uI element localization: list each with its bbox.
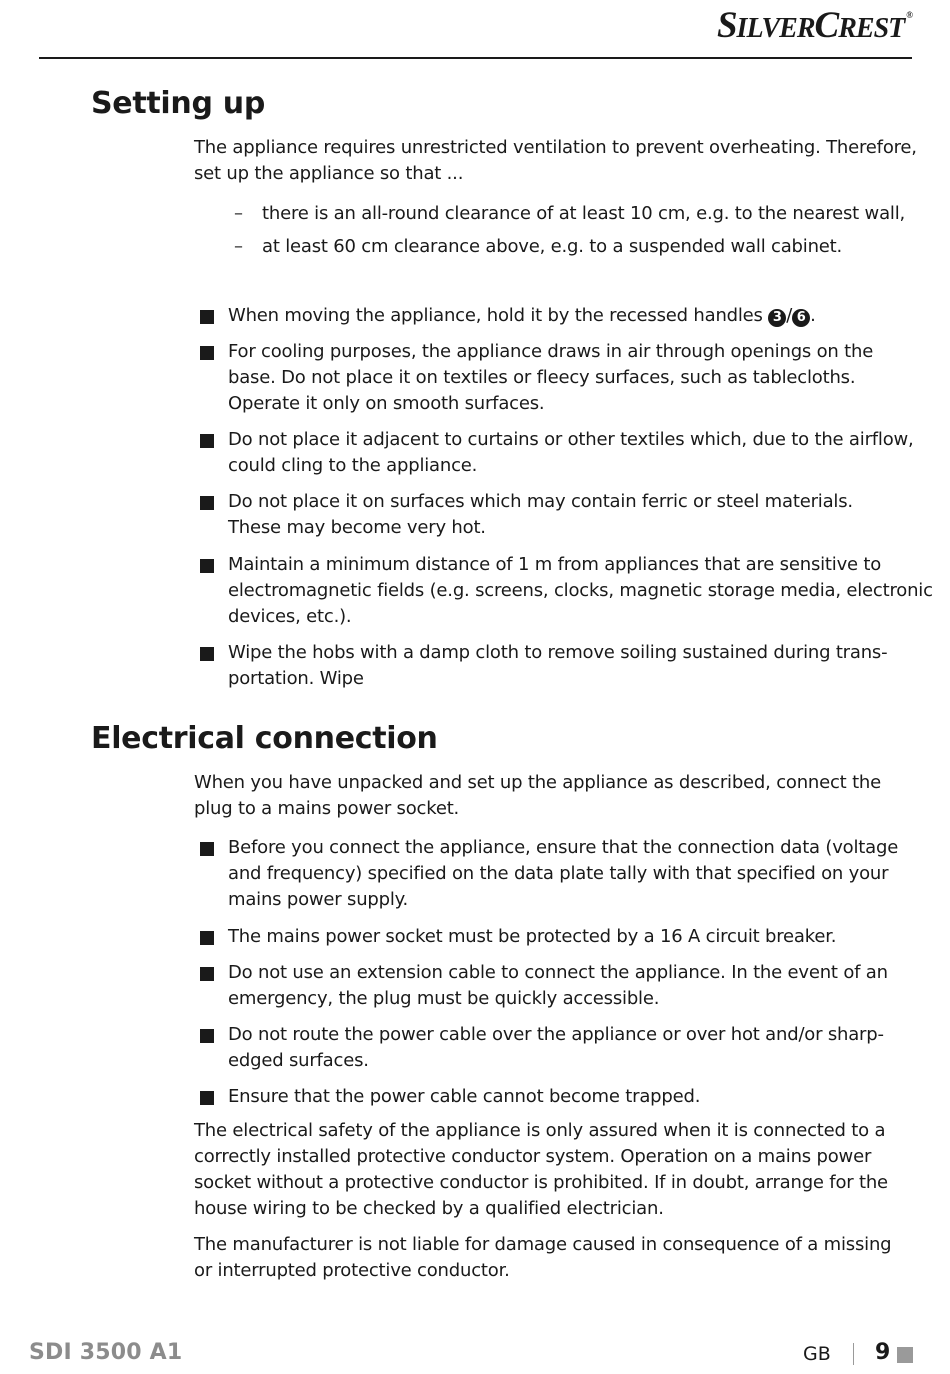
liability-paragraph: The manufacturer is not liable for damage caused in consequence of a missing or interrupted protective conductor. bbox=[194, 1234, 892, 1281]
footer-divider bbox=[853, 1343, 854, 1365]
handle-ref-6-icon: 6 bbox=[792, 309, 810, 327]
bullet-square-icon bbox=[200, 842, 214, 856]
electrical-safety-paragraph: The electrical safety of the appliance is only assured when it is connected to a correctly installed protective conductor system. Operation on a mains power socket without a protective conductor is prohibited. If in doubt, arrange for the house wiring to be checked by a qualified electrician. bbox=[194, 1120, 888, 1219]
footer-model-number: SDI 3500 A1 bbox=[29, 1340, 183, 1365]
bullet-square-icon bbox=[200, 496, 214, 510]
bullet-square-icon bbox=[200, 346, 214, 360]
footer-square-icon bbox=[897, 1347, 913, 1363]
brand-logo: SILVERCREST ® bbox=[716, 5, 912, 46]
page-number: 9 bbox=[875, 1340, 891, 1365]
bullet-square-icon bbox=[200, 1029, 214, 1043]
bullet-square-icon bbox=[200, 310, 214, 324]
header-rule bbox=[39, 57, 912, 59]
bullet-square-icon bbox=[200, 647, 214, 661]
clearance-item-above: – at least 60 cm clearance above, e.g. to a suspended wall cabinet. bbox=[234, 236, 843, 257]
bullet-square-icon bbox=[200, 967, 214, 981]
bullet-square-icon bbox=[200, 1091, 214, 1105]
handle-ref-3-icon: 3 bbox=[768, 309, 786, 327]
bullet-square-icon bbox=[200, 434, 214, 448]
clearance-item-wall: – there is an all-round clearance of at least 10 cm, e.g. to the nearest wall, bbox=[234, 203, 906, 224]
setting-up-heading: Setting up bbox=[91, 86, 266, 121]
registered-mark: ® bbox=[906, 10, 912, 20]
footer-language: GB bbox=[803, 1343, 831, 1365]
bullet-square-icon bbox=[200, 559, 214, 573]
setting-up-intro: The appliance requires unrestricted ventilation to prevent overheating. Therefore, set up the appliance so that ... bbox=[194, 137, 917, 184]
bullet-square-icon bbox=[200, 931, 214, 945]
electrical-intro: When you have unpacked and set up the appliance as described, connect the plug to a mains power socket. bbox=[194, 772, 882, 819]
electrical-connection-heading: Electrical connection bbox=[91, 721, 438, 756]
